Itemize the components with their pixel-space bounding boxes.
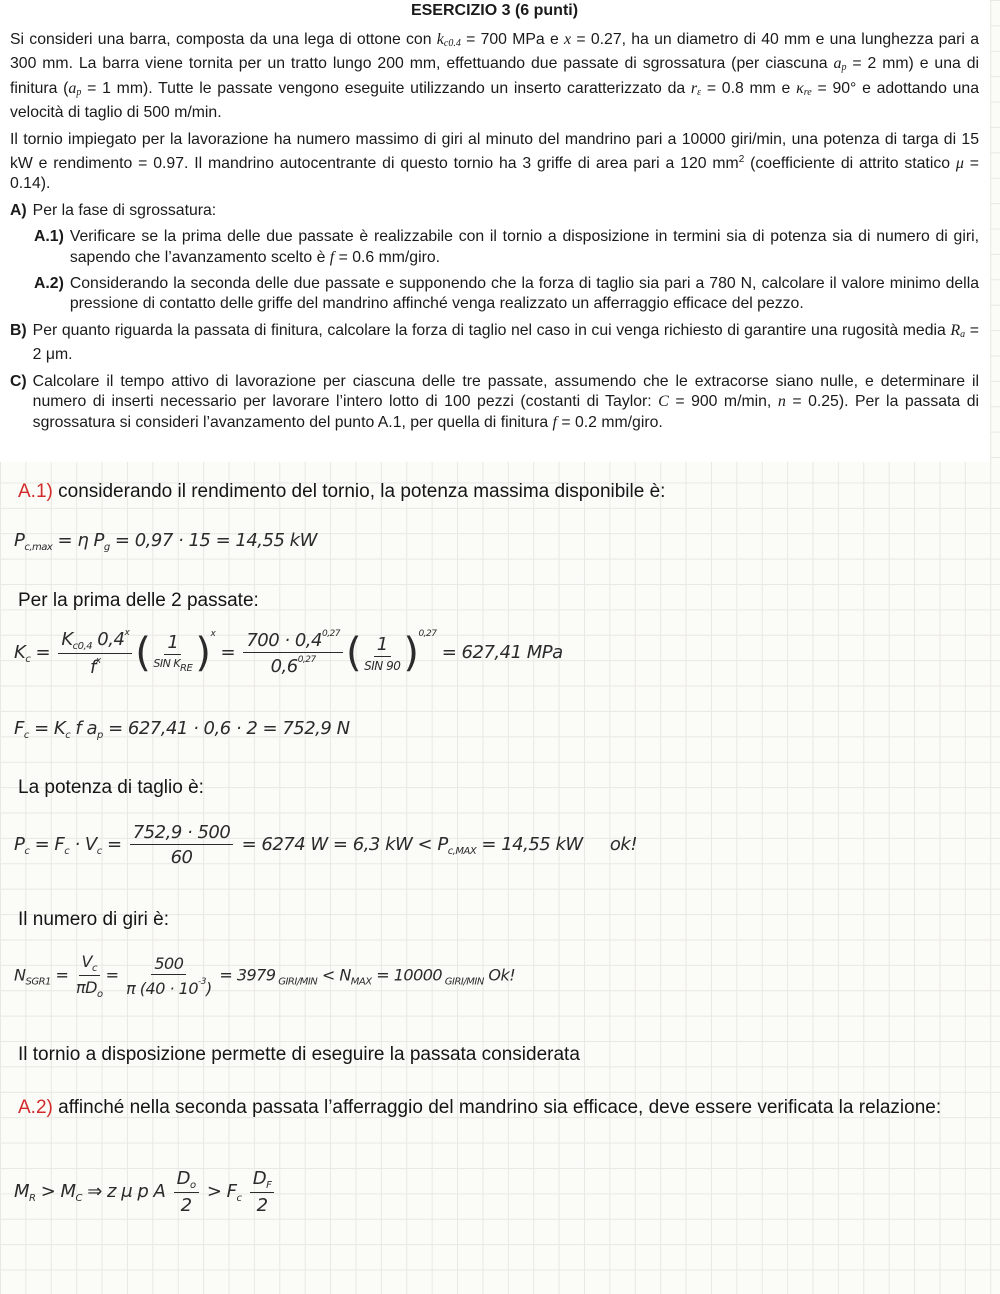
moment-fraction-1 (174, 1168, 199, 1216)
rpm-fraction-1-den (76, 976, 103, 1000)
pc-rhs: = 6274 W = 6,3 kW < P (241, 834, 448, 855)
kc-fraction-3 (243, 629, 343, 677)
kc-paren-open: ( (135, 630, 151, 676)
lathe-text-2: (coefficiente di attrito statico (744, 155, 956, 173)
kr-symbol: κ (796, 79, 804, 97)
kc-subscript: c0.4 (443, 38, 461, 49)
kc-f3-num-sup: 0,27 (321, 629, 341, 639)
rpm-f1-den: πD (75, 978, 97, 997)
kc-fraction-2-den (153, 655, 192, 674)
kc-f1-num: K (61, 629, 73, 650)
question-a2-label: A.2) (34, 275, 64, 293)
rpm-f2-den-sup: -3 (198, 977, 206, 987)
fc-rhs-2: f a (70, 718, 98, 739)
kc-fraction-3-den (271, 653, 316, 677)
rpm-f2-den-end: ) (205, 979, 212, 998)
kc-f4-den: SIN 90 (364, 658, 401, 673)
solution-a2-heading (18, 1095, 978, 1121)
question-c-text-3: = 0.25). Per la passata di sgrossatura si consideri l’avanzamento del punto A.1, per quella di finitura (32, 393, 979, 431)
rpm-label: Il numero di giri è: (18, 909, 170, 930)
pc-frac-den: 60 (170, 847, 193, 868)
question-a-label: A) (10, 201, 27, 219)
question-a-text: Per la fase di sgrossatura: (32, 201, 217, 219)
intro-text-7: = 90° e adottando una velocità di taglio di 500 m/min. (10, 79, 979, 122)
question-c-text-4: = 0.2 mm/giro. (556, 413, 663, 431)
question-a1 (34, 227, 979, 268)
moment-gt-2: > F (201, 1181, 237, 1202)
pmax-mid: = η P (52, 530, 104, 551)
pc-lhs-subscript: c (24, 846, 30, 857)
moment-f1-num-sub: o (189, 1180, 196, 1191)
mu-symbol: μ (955, 155, 964, 173)
exercise-sheet (0, 0, 990, 462)
fc-rhs-3: = 627,41 · 0,6 · 2 = 752,9 N (102, 718, 350, 739)
rpm-f2-num: 500 (151, 954, 186, 975)
fc-lhs-subscript: c (23, 730, 29, 741)
lathe-text-3: = 0.14). (10, 155, 979, 193)
fc-lhs: F (14, 718, 24, 739)
question-c (10, 372, 979, 433)
question-a2 (34, 274, 979, 315)
lathe-text-1: Il tornio impiegato per la lavorazione ha numero massimo di giri al minuto del mandrino pari a 10000 giri/min, una potenza di targa di 15 kW e rendimento = 0.97. Il mandrino autocentrante di questo tornio ha 3 griffe di area pari a 120 mm (10, 130, 979, 173)
rpm-rhs-2: = 10000 (371, 965, 443, 985)
kc-f2-den: SIN K (153, 657, 181, 670)
equation-pmax (14, 530, 317, 553)
kc-fraction-1 (58, 628, 132, 678)
kc-f3-den: 0,6 (270, 656, 298, 677)
kc-f1-num-rest: 0,4 (92, 629, 125, 650)
question-a1-text-2: = 0.6 mm/giro. (334, 248, 441, 266)
pc-fraction (130, 822, 234, 868)
exercise-title: ESERCIZIO 3 (6 punti) (410, 2, 579, 19)
rpm-rhs-2-unit: GIRI/MIN (442, 976, 484, 988)
intro-text-2: = 700 MPa e (460, 31, 564, 48)
pmax-mid-subscript: g (103, 542, 110, 553)
kc-exp-2: 0,27 (418, 629, 437, 639)
ap-symbol: a (833, 55, 842, 73)
intro-text-4: = 2 mm) e una di finitura ( (10, 55, 980, 97)
rpm-cmp-subscript: MAX (350, 976, 372, 988)
kc-symbol: k (436, 31, 444, 48)
moment-fraction-2 (250, 1168, 275, 1216)
moment-gt-subscript: C (75, 1193, 83, 1204)
pc-mid-2: · V (69, 834, 97, 855)
intro-text-3: = 0.27, ha un diametro di 40 mm e una lunghezza pari a 300 mm. La barra viene tornita per un tratto lungo 200 mm, effettuando due passate di sgrossatura (per ciascuna (10, 31, 979, 73)
kc-result: = 627,41 MPa (441, 642, 563, 663)
moment-f2-num-sub: F (266, 1180, 272, 1191)
fc-rhs-2-subscript: p (97, 730, 103, 741)
conclusion-text: Il tornio a disposizione permette di eseguire la passata considerata (18, 1044, 580, 1065)
intro-paragraph (10, 30, 979, 124)
re-symbol: r (690, 79, 698, 97)
equation-pc: $P_c = F_c \cdot V_c$ = $\frac{752,9 \cdot 500}{60}$ = 6274 W = 6,3 kW < $P_{c,MAX} = 14,55$ kW ok! (14, 822, 638, 868)
rpm-fraction-2-den (126, 975, 212, 998)
pmax-lhs (14, 530, 52, 551)
f-symbol-2: f (552, 413, 557, 431)
rpm-lhs: N (14, 965, 26, 985)
kc-fraction-1-num (58, 628, 132, 654)
pc-rhs-2: = 14,55 kW (476, 834, 583, 855)
ra-symbol: R (950, 321, 961, 339)
ra-subscript: a (960, 328, 966, 340)
moment-f2-num: D (252, 1168, 267, 1189)
kc-f1-den-sup: x (95, 656, 101, 666)
question-a1-text (70, 227, 979, 268)
rpm-ok-mark: Ok! (483, 965, 516, 985)
kc-lhs: K (14, 642, 26, 663)
kc-paren-close-2: ) (403, 630, 419, 676)
kc-f1-num-sub: c0,4 (72, 641, 93, 652)
pmax-lhs-symbol: P (14, 530, 25, 551)
pc-mid-subscript: c (64, 846, 70, 857)
rpm-f1-num-sub: c (92, 963, 97, 974)
rpm-cmp: < N (317, 965, 351, 985)
moment-implication: ⇒ z μ p A (82, 1181, 166, 1202)
pc-mid-2-subscript: c (96, 846, 102, 857)
moment-lhs: M (14, 1181, 30, 1202)
question-c-text-1: Calcolare il tempo attivo di lavorazione per ciascuna delle tre passate, assumendo che le extracorse siano nulle, e determinare il numero di inserti necessario per lavorare l’intero lotto di 100 pezzi (costanti di Taylor: (32, 372, 979, 411)
kc-fraction-4 (364, 634, 400, 673)
question-a1-text-1: Verificare se la prima delle due passate è realizzabile con il tornio a disposizione in termini sia di potenza sia di numero di giri, sapendo che l’avanzamento scelto è (69, 228, 979, 266)
question-c-text (33, 372, 979, 433)
power-label: La potenza di taglio è: (18, 777, 204, 798)
pc-rhs-subscript: c,MAX (447, 846, 477, 857)
intro-text-5: = 1 mm). Tutte le passate vengono eseguite utilizzando un inserto caratterizzato da (81, 79, 691, 97)
kc-fraction-1-den (90, 654, 101, 678)
lathe-superscript: 2 (738, 154, 745, 166)
pc-ok-mark: ok! (609, 834, 638, 855)
equation-fc (14, 718, 350, 741)
moment-gt-2-subscript: c (236, 1193, 242, 1204)
kc-fraction-2 (153, 632, 192, 674)
rpm-rhs: = 3979 (219, 965, 276, 985)
equation-rpm: $N_{SGR1}$ = $\frac{V_c}{\pi D_o}$ = $\frac{500}{\pi (40 \cdot 10^{-3})}$ = 3979 $_{GIRI/MIN} < N_{MAX} = 10000$ $_{GIRI/MIN}$ Ok! (14, 952, 516, 1000)
kc-f1-num-sup: x (124, 628, 130, 638)
question-c-text-2: = 900 m/min, (668, 393, 778, 411)
kc-fraction-3-num (243, 629, 343, 653)
moment-f1-den: 2 (180, 1195, 192, 1216)
first-pass-label: Per la prima delle 2 passate: (18, 590, 259, 611)
moment-fraction-1-num (174, 1168, 199, 1193)
pmax-lhs-subscript: c,max (24, 542, 53, 553)
equation-kc: $K_c$ = $\frac{K_{c0,4} 0,4^x}{f^x}$ ( $\frac{1}{\text{SIN KRE}}$ )$^x$ = $\frac{700 \cdot 0,4^{0,27}}{0,6^{0,27}}$ ( $\frac{1}{\text{SIN 90}}$ )$^{0,27}$ = 627,41 MPa (14, 628, 563, 678)
intro-text-1: Si consideri una barra, composta da una lega di ottone con (10, 31, 437, 48)
question-b-text-2: = 2 μm. (32, 321, 979, 364)
question-a2-text: Considerando la seconda delle due passate e supponendo che la forza di taglio sia pari a 780 N, calcolare il valore minimo della pressione di contatto delle griffe del mandrino affinché venga realizzato un afferraggio efficace del pezzo. (69, 275, 979, 313)
pc-frac-num: 752,9 · 500 (130, 822, 234, 845)
kc-f3-num: 700 · 0,4 (246, 630, 322, 651)
moment-gt: > M (35, 1181, 76, 1202)
kc-paren-close: ) (195, 630, 211, 676)
x-symbol: x (564, 31, 572, 48)
solution-a2-text: affinché nella seconda passata l’afferraggio del mandrino sia efficace, deve essere verificata la relazione: (52, 1097, 942, 1118)
kc-f3-den-sup: 0,27 (297, 655, 316, 665)
re-subscript: ε (697, 86, 702, 98)
kc-f4-num: 1 (374, 634, 391, 657)
c-symbol: C (658, 393, 669, 411)
ap-subscript: p (841, 62, 847, 74)
rpm-fraction-1 (76, 952, 103, 1000)
question-b-label: B) (10, 321, 27, 339)
moment-f1-num: D (176, 1168, 190, 1189)
question-b-text-1: Per quanto riguarda la passata di finitura, calcolare la forza di taglio nel caso in cui venga richiesto di garantire una rugosità media (32, 321, 951, 339)
kc-f1-den: f (89, 657, 96, 678)
kc-paren-open-2: ( (346, 630, 362, 676)
solution-a1-label: A.1) (18, 481, 53, 502)
kc-f2-den-sub: RE (180, 663, 193, 674)
rpm-f1-num: V (81, 952, 92, 971)
question-b (10, 321, 979, 366)
rpm-f2-den: π (40 · 10 (126, 979, 198, 998)
n-symbol: n (777, 393, 786, 411)
pmax-rhs: = 0,97 · 15 = 14,55 kW (109, 530, 317, 551)
solution-a2-label: A.2) (18, 1097, 53, 1118)
kr-subscript: re (803, 86, 812, 98)
fc-rhs: = K (28, 718, 66, 739)
question-a (10, 201, 979, 221)
rpm-fraction-1-num (79, 952, 100, 976)
rpm-fraction-2 (126, 954, 212, 998)
lathe-paragraph (10, 130, 979, 195)
intro-text-6: = 0.8 mm e (701, 79, 797, 97)
moment-f2-den: 2 (256, 1195, 268, 1216)
moment-lhs-subscript: R (29, 1193, 36, 1204)
pc-mid: = F (29, 834, 65, 855)
kc-f2-num: 1 (164, 632, 181, 655)
ap-symbol-2: a (68, 79, 77, 97)
f-symbol: f (329, 248, 335, 266)
solution-a1-heading (18, 479, 978, 505)
question-c-label: C) (10, 372, 27, 390)
kc-exp-1: x (210, 629, 216, 639)
question-a1-label: A.1) (34, 228, 64, 246)
pc-lhs: P (14, 834, 25, 855)
equation-moment (14, 1168, 277, 1216)
moment-fraction-2-num (250, 1168, 275, 1193)
question-b-text (33, 321, 979, 366)
fc-rhs-subscript: c (65, 730, 71, 741)
rpm-lhs-subscript: SGR1 (25, 976, 51, 988)
rpm-rhs-unit: GIRI/MIN (275, 976, 318, 988)
kc-lhs-subscript: c (25, 654, 31, 665)
solution-a1-text: considerando il rendimento del tornio, la potenza massima disponibile è: (52, 481, 666, 502)
ap-subscript-2: p (76, 86, 82, 98)
rpm-f1-den-sub: o (96, 989, 103, 1000)
